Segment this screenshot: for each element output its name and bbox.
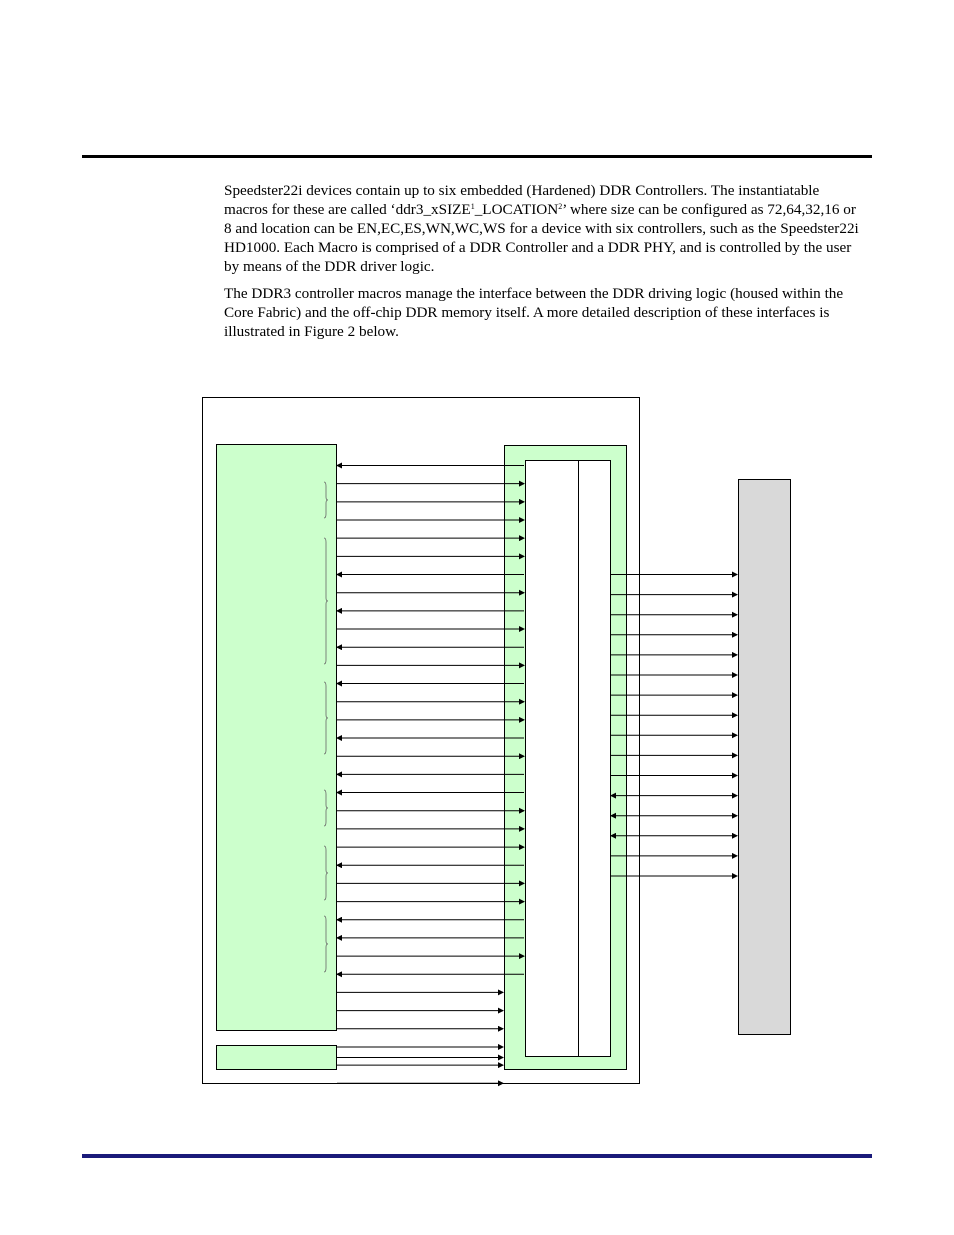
ddr-phy-block: [579, 461, 611, 1057]
ddr-controller-block: [526, 461, 579, 1057]
paragraph-2: The DDR3 controller macros manage the interface between the DDR driving logic (housed within the Core Fabric) and the off-chip DDR memory itself. A more detailed description of these interfaces is illustrated in Figure 2 below.: [224, 285, 844, 340]
footnote-ref-1: 1: [470, 202, 475, 211]
clock-block: [217, 1046, 337, 1070]
paragraph-1: Speedster22i devices contain up to six embedded (Hardened) DDR Controllers. The instantiatable macros for these are called ‘ddr3_xSIZE$^1$_LOCATION$^2$’ where size can be configured as 72,64,32,16 or 8 and location can be EN,EC,ES,WN,WC,WS for a device with six controllers, such as the Speedster22i HD1000. Each Macro is comprised of a DDR Controller and a DDR PHY, and is controlled by the user by means of the DDR driver logic.: [224, 182, 859, 275]
footer-rule: [82, 1154, 872, 1158]
ddr-driver-logic-block: [217, 445, 337, 1031]
ddr-memory-block: [739, 480, 791, 1035]
footnote-ref-2: 2: [558, 202, 563, 211]
